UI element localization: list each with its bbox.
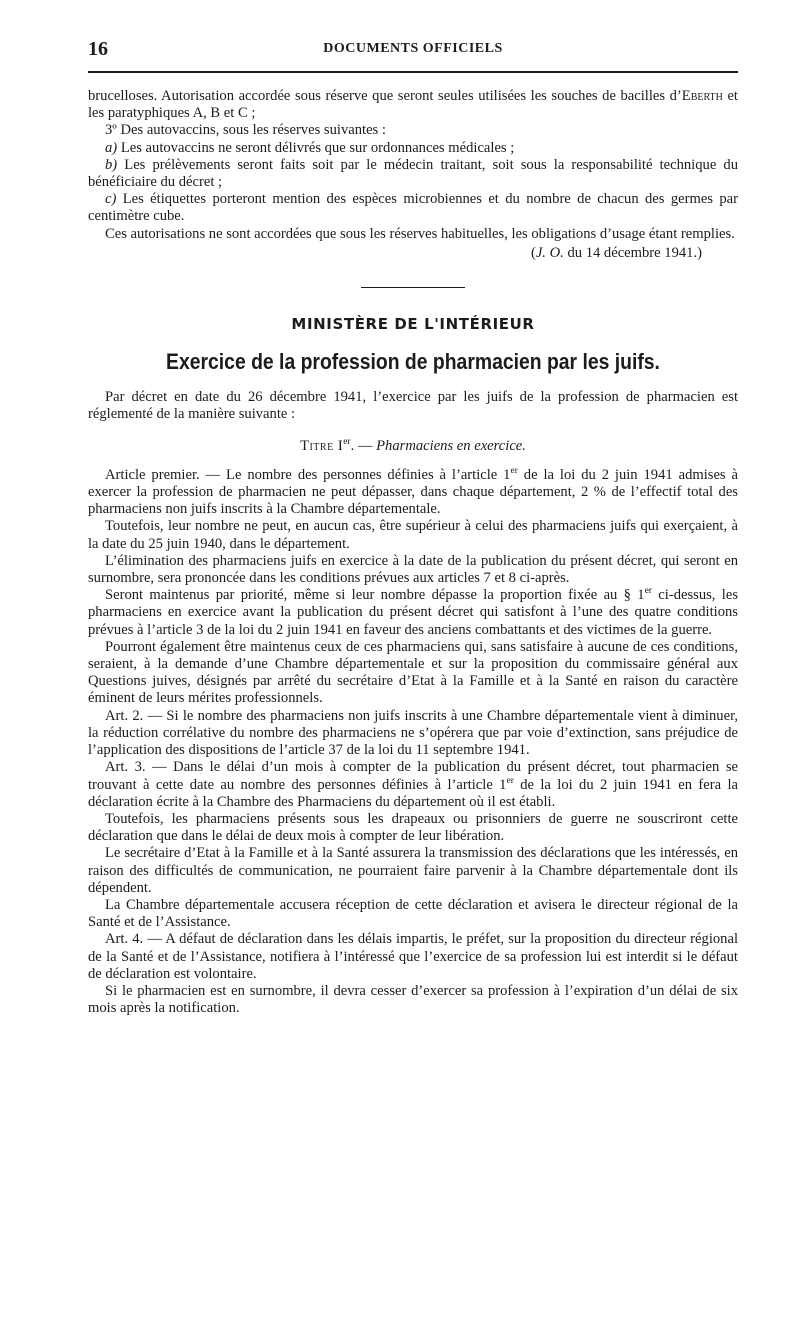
titre-label: Titre I: [300, 437, 344, 454]
item-label: b): [105, 156, 118, 173]
citation-date: du 14 décembre 1941.): [563, 244, 702, 261]
header-rule: [88, 71, 738, 73]
proper-name: Eberth: [681, 88, 723, 104]
text-run: Article premier. — Le nombre des personnes définies à l’article 1: [105, 466, 511, 483]
section-separator: [361, 287, 465, 288]
continuation-paragraph: [88, 88, 738, 122]
article-1-paragraph: L’élimination des pharmaciens juifs en exercice à la date de la publication du présent décret, qui seront en surnombre, sera prononcée dans les conditions prévues aux articles 7 et 8 ci-après.: [88, 552, 738, 587]
article-4-paragraph: Art. 4. — A défaut de déclaration dans les délais impartis, le préfet, sur la proposition du directeur régional de la Santé et de l’Assistance, notifiera à l’intéressé que l’exercice de sa profession lui est interdit si le défaut de déclaration est volontaire.: [88, 931, 738, 982]
article-1-paragraph: [88, 587, 738, 639]
item-label: c): [105, 191, 117, 208]
article-3-paragraph: Le secrétaire d’Etat à la Famille et à la Santé assurera la transmission des déclarations que les intéressés, en raison des difficultés de communication, ne pourraient faire parvenir à la Chambre départementale dont ils dépendent.: [88, 845, 738, 896]
text-run: brucelloses. Autorisation accordée sous réserve que seront seules utilisées les souches de bacilles d’: [88, 88, 682, 104]
superscript: er: [506, 775, 514, 786]
list-item: [88, 191, 738, 225]
item-text: Les autovaccins ne seront délivrés que sur ordonnances médicales ;: [117, 139, 515, 156]
list-item: [88, 157, 738, 191]
page-header: [88, 38, 738, 62]
item-text: Les étiquettes porteront mention des espèces microbiennes et du nombre de chacun des germes par centimètre cube.: [88, 191, 738, 225]
article-title: Exercice de la profession de pharmacien par les juifs.: [166, 349, 660, 375]
document-body: [88, 88, 738, 1017]
titre-subtitle: Pharmaciens en exercice.: [376, 437, 526, 454]
journal-abbr: J. O.: [535, 244, 564, 261]
superscript: er: [510, 465, 518, 476]
item-label: a): [105, 139, 118, 156]
text-run: et les paratyphiques A, B et C ;: [88, 88, 738, 122]
running-title: DOCUMENTS OFFICIELS: [323, 41, 503, 56]
ministry-heading: MINISTÈRE DE L'INTÉRIEUR: [291, 315, 535, 334]
text-run: de la loi du 2 juin 1941 admises à exercer la profession de pharmacien ne peut dépasser, dans chaque département, 2 % de l’effectif total des pharmaciens non juifs inscrits à la Chambre départementale.: [88, 466, 738, 518]
text-run: Art. 3. — Dans le délai d’un mois à compter de la publication du présent décret, tout pharmacien se trouvant à cette date au nombre des personnes définies à l’article 1: [88, 759, 738, 793]
superscript: er: [343, 436, 351, 447]
text-run: ci-dessus, les pharmaciens en exercice avant la publication du présent décret qui satisfont à l’une des quatre conditions prévues à l’article 3 de la loi du 2 juin 1941 en faveur des anciens combattants et des victimes de la guerre.: [88, 587, 738, 638]
article-1-paragraph: Pourront également être maintenus ceux de ces pharmaciens qui, sans satisfaire à aucune de ces conditions, seraient, à la demande d’une Chambre départementale et sur la proposition du commissaire général aux Questions juives, désignés par arrêté du secrétaire d’Etat à la Famille et à la Santé en raison du caractère éminent de leurs mérites professionnels.: [88, 638, 738, 707]
item-text: Les prélèvements seront faits soit par le médecin traitant, soit sous la responsabilité technique du bénéficiaire du décret ;: [88, 156, 738, 191]
list-heading: 3º Des autovaccins, sous les réserves suivantes :: [105, 122, 386, 139]
article-1-paragraph: Toutefois, leur nombre ne peut, en aucun cas, être supérieur à celui des pharmaciens juifs qui exerçaient, à la date du 25 juin 1940, dans le département.: [88, 518, 738, 552]
paragraph: Ces autorisations ne sont accordées que sous les réserves habituelles, les obligations d’usage étant remplies.: [105, 225, 735, 242]
article-3-paragraph: La Chambre départementale accusera réception de cette déclaration et avisera le directeur régional de la Santé et de l’Assistance.: [88, 896, 738, 931]
text-run: de la loi du 2 juin 1941 en fera la déclaration écrite à la Chambre des Pharmaciens du département où il est établi.: [88, 776, 738, 810]
article-1-paragraph: [88, 467, 738, 519]
page-number: 16: [88, 38, 108, 60]
lead-paragraph: Par décret en date du 26 décembre 1941, l’exercice par les juifs de la profession de pharmacien est réglementé de la manière suivante :: [88, 389, 738, 423]
title-heading: [88, 438, 738, 455]
article-3-paragraph: [88, 759, 738, 811]
citation: [88, 245, 738, 262]
article-2-paragraph: Art. 2. — Si le nombre des pharmaciens non juifs inscrits à une Chambre départementale vient à diminuer, la réduction corrélative du nombre des pharmaciens ne s’opérera que par voie d’extinction, sans préjudice de l’application des dispositions de l’article 37 de la loi du 11 septembre 1941.: [88, 707, 738, 759]
article-4-paragraph: Si le pharmacien est en surnombre, il devra cesser d’exercer sa profession à l’expiration d’un délai de six mois après la notification.: [88, 982, 738, 1017]
superscript: er: [644, 586, 652, 597]
list-item: [88, 140, 738, 157]
titre-dash: . —: [350, 437, 377, 454]
text-run: Seront maintenus par priorité, même si leur nombre dépasse la proportion fixée au § 1: [105, 587, 645, 604]
article-3-paragraph: Toutefois, les pharmaciens présents sous les drapeaux ou prisonniers de guerre ne souscriront cette déclaration que dans le délai de deux mois à compter de leur libération.: [88, 810, 738, 845]
citation-open: (: [530, 244, 536, 261]
